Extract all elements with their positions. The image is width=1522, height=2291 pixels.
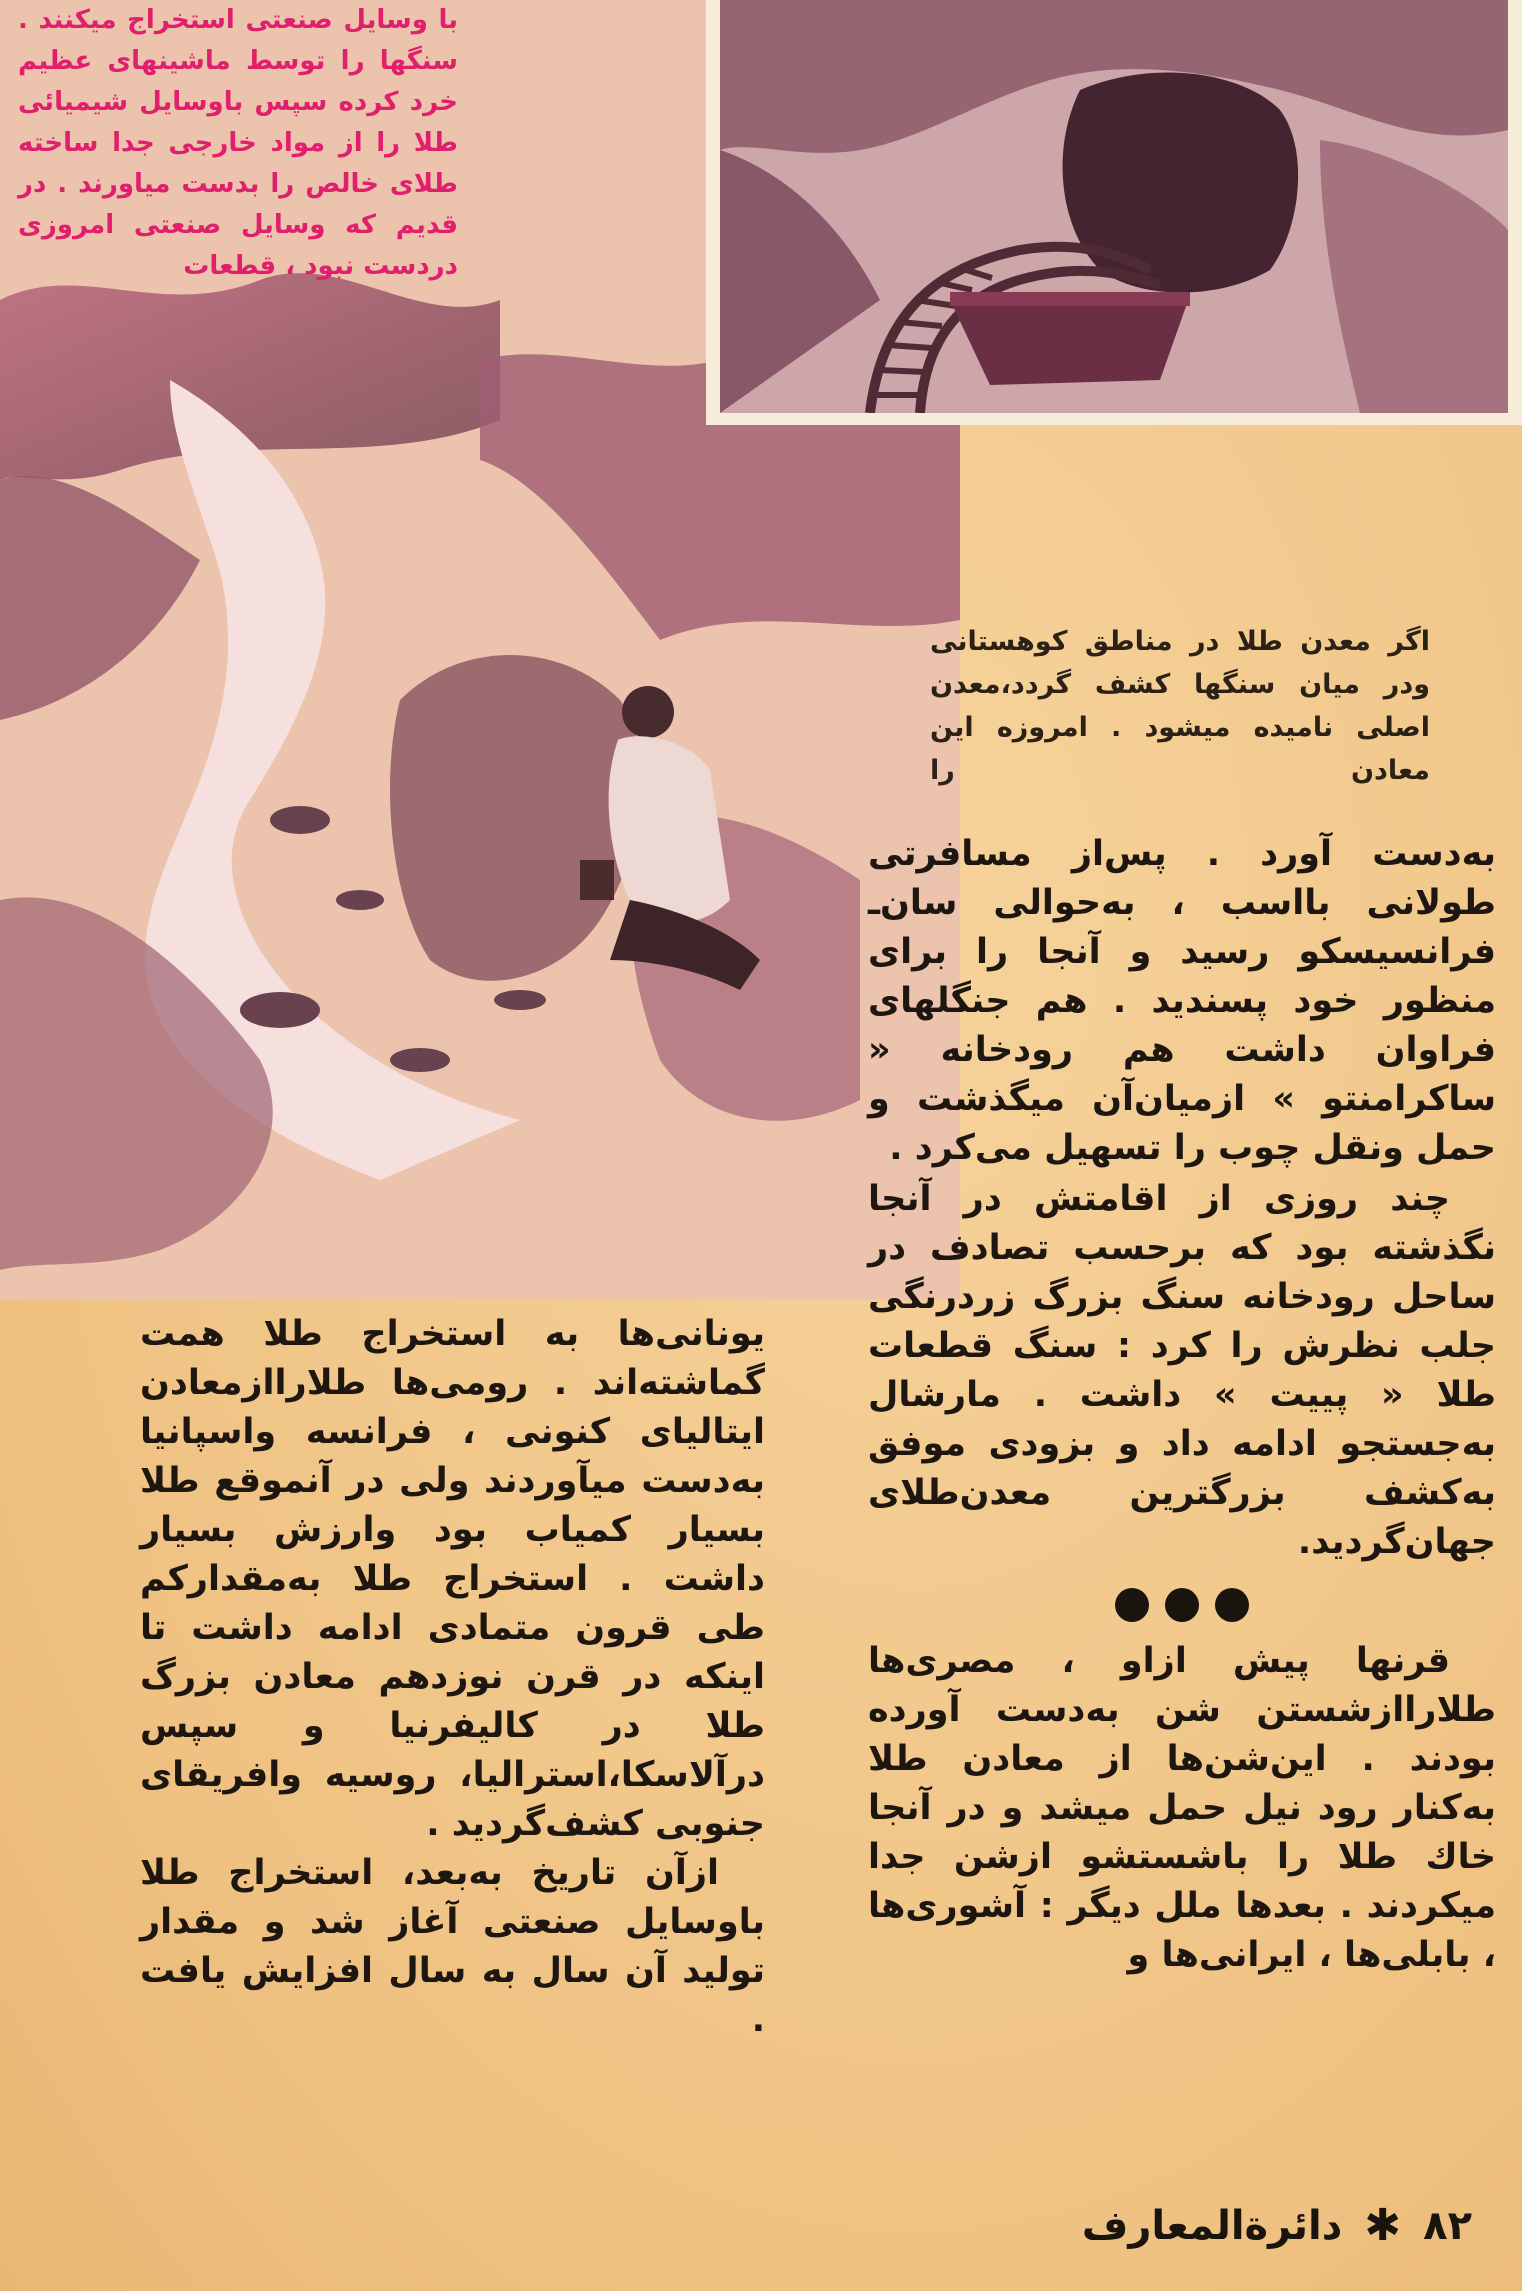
mine-photo	[706, 0, 1522, 425]
publication-name: دائرةالمعارف	[1081, 2202, 1343, 2249]
pink-caption-text: با وسایل صنعتی استخراج میکنند . سنگها را توسط ماشینهای عظیم خرد کرده سپس باوسایل شیمیائی طلا را از مواد خارجی جدا ساخته طلای خالص را بدست میاورند . در قدیم که وسایل صنعتی امروزی دردست نبود ، قطعات	[18, 5, 458, 281]
paragraph: چند روزی از اقامتش در آنجا نگذشته بود که برحسب تصادف در ساحل رودخانه سنگ بزرگ زردرنگی جلب نظرش را کرد : سنگ قطعات طلا « پییت » داشت . مارشال به‌جستجو ادامه داد و بزودی موفق به‌کشف بزرگترین معدن‌طلای جهان‌گردید.	[868, 1179, 1496, 1562]
paragraph: به‌دست آورد . پس‌از مسافرتی طولانی بااسب ، به‌حوالی سان‌ـ فرانسیسکو رسید و آنجا را برای منظور خود پسندید . هم جنگلهای فراوان داشت هم رودخانه « ساکرامنتو » ازمیان‌آن میگذشت و حمل ونقل چوب را تسهیل می‌کرد .	[868, 834, 1496, 1168]
paragraph: ازآن تاریخ به‌بعد، استخراج طلا باوسایل صنعتی آغاز شد و مقدار تولید آن سال به سال افزایش یافت .	[140, 1853, 765, 2040]
article-column-left	[140, 1310, 765, 2045]
star-icon: ✱	[1364, 2200, 1402, 2251]
page-number: ۸۲	[1423, 2202, 1472, 2249]
paragraph: یونانی‌ها به استخراج طلا همت گماشته‌اند . رومی‌ها طلاراازمعادن ایتالیای کنونی ، فرانسه واسپانیا به‌دست میآوردند ولی در آنموقع طلا بسیار کمیاب بود وارزش بسیار داشت . استخراج طلا به‌مقدارکم طی قرون متمادی ادامه داشت تا اینکه در قرن نوزدهم معادن بزرگ طلا در کالیفرنیا و سپس درآلاسکا،استرالیا، روسیه وافریقای جنوبی کشف‌گردید .	[140, 1314, 765, 1844]
paragraph: قرنها پیش ازاو ، مصری‌ها طلاراازشستن شن به‌دست آورده بودند . این‌شن‌ها از معادن طلا به‌کنار رود نیل حمل میشد و در آنجا خاك طلا را باشستشو ازشن جدا میکردند . بعدها ملل دیگر : آشوری‌ها ، بابلی‌ها ، ایرانی‌ها و	[868, 1641, 1496, 1975]
photo-caption: اگر معدن طلا در مناطق کوهستانی ودر میان سنگها کشف گردد،معدن اصلی نامیده میشود . امروزه این معادن را	[930, 626, 1430, 786]
page-footer	[1082, 2200, 1472, 2251]
article-column-right	[868, 830, 1496, 1980]
section-divider-dots	[868, 1587, 1496, 1631]
